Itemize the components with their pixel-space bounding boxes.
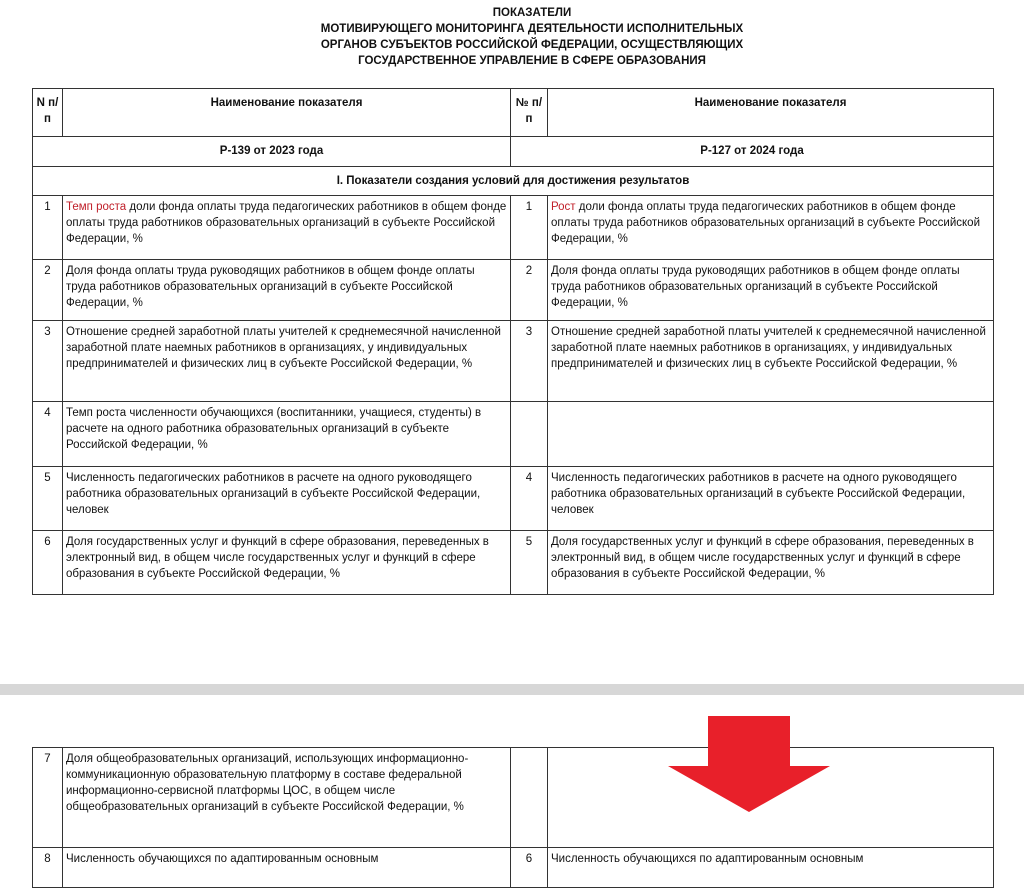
highlighted-text: Темп роста — [66, 201, 127, 213]
name-header-left: Наименование показателя — [63, 89, 511, 137]
row-number-left: 1 — [33, 196, 63, 260]
comparison-table — [32, 88, 994, 595]
table-body — [33, 748, 994, 888]
row-number-right: 4 — [511, 467, 548, 531]
comparison-table-continued — [32, 747, 994, 888]
table-row — [33, 260, 994, 321]
indicator-text: Численность педагогических работников в расчете на одного руководящего работника образовательных организаций в субъекте Российской Федерации, человек — [551, 472, 966, 516]
row-number-right — [511, 402, 548, 467]
title-line: МОТИВИРУЮЩЕГО МОНИТОРИНГА ДЕЯТЕЛЬНОСТИ ИСПОЛНИТЕЛЬНЫХ — [320, 23, 744, 35]
left-indicator — [63, 467, 511, 531]
row-number-right: 5 — [511, 531, 548, 595]
row-number-left: 5 — [33, 467, 63, 531]
table-row — [33, 531, 994, 595]
indicator-text: доли фонда оплаты труда педагогических работников в общем фонде оплаты труда работников образовательных организаций в субъекте Российской Федерации, % — [551, 201, 981, 245]
right-indicator — [548, 402, 994, 467]
indicator-text: Доля фонда оплаты труда руководящих работников в общем фонде оплаты труда работников образовательных организаций в субъекте Российской Федерации, % — [551, 265, 960, 309]
table-row — [33, 321, 994, 402]
left-indicator — [63, 531, 511, 595]
title-line: ОРГАНОВ СУБЪЕКТОВ РОССИЙСКОЙ ФЕДЕРАЦИИ, ОСУЩЕСТВЛЯЮЩИХ — [320, 39, 744, 51]
indicator-text: доли фонда оплаты труда педагогических работников в общем фонде оплаты труда работников образовательных организаций в субъекте Российской Федерации, % — [66, 201, 507, 245]
indicator-text: Доля государственных услуг и функций в сфере образования, переведенных в электронный вид, в общем числе государственных услуг и функций в сфере образования в субъекте Российской Федерации, % — [66, 536, 489, 580]
section-title: I. Показатели создания условий для достижения результатов — [33, 167, 994, 196]
row-number-right — [511, 748, 548, 848]
indicator-text: Доля общеобразовательных организаций, использующих информационно-коммуникационную образовательную платформу в составе федеральной информационно-сервисной платформы ЦОС, в общем числе общеобразовательных организаций в субъекте Российской Федерации, % — [66, 753, 469, 813]
left-indicator — [63, 321, 511, 402]
document-row — [33, 137, 994, 167]
left-indicator — [63, 260, 511, 321]
right-indicator — [548, 531, 994, 595]
row-number-left: 3 — [33, 321, 63, 402]
row-number-left: 8 — [33, 848, 63, 888]
left-indicator — [63, 196, 511, 260]
page-separator — [0, 684, 1024, 695]
indicator-text: Численность педагогических работников в расчете на одного руководящего работника образовательных организаций в субъекте Российской Федерации, человек — [66, 472, 481, 516]
doc-left: Р-139 от 2023 года — [33, 137, 511, 167]
table-row — [33, 402, 994, 467]
right-indicator — [548, 848, 994, 888]
num-header-right: № п/п — [511, 89, 548, 137]
row-number-right: 6 — [511, 848, 548, 888]
row-number-right: 2 — [511, 260, 548, 321]
indicator-text: Отношение средней заработной платы учителей к среднемесячной начисленной заработной плате наемных работников в организациях, у индивидуальных предпринимателей и физических лиц в субъекте Российской Федерации, % — [551, 326, 986, 370]
title-line: ГОСУДАРСТВЕННОЕ УПРАВЛЕНИЕ В СФЕРЕ ОБРАЗОВАНИЯ — [358, 55, 706, 67]
row-number-left: 7 — [33, 748, 63, 848]
document-title — [0, 5, 1024, 69]
table-row — [33, 467, 994, 531]
section-row — [33, 167, 994, 196]
right-indicator — [548, 467, 994, 531]
indicator-text: Отношение средней заработной платы учителей к среднемесячной начисленной заработной плате наемных работников в организациях, у индивидуальных предпринимателей и физических лиц в субъекте Российской Федерации, % — [66, 326, 501, 370]
row-number-right: 3 — [511, 321, 548, 402]
right-indicator — [548, 196, 994, 260]
left-indicator — [63, 848, 511, 888]
num-header-left: N п/п — [33, 89, 63, 137]
table-body — [33, 196, 994, 595]
highlighted-text: Рост — [551, 201, 576, 213]
indicator-text: Доля фонда оплаты труда руководящих работников в общем фонде оплаты труда работников образовательных организаций в субъекте Российской Федерации, % — [66, 265, 475, 309]
title-line: ПОКАЗАТЕЛИ — [492, 7, 572, 19]
header-row — [33, 89, 994, 137]
left-indicator — [63, 748, 511, 848]
right-indicator — [548, 260, 994, 321]
indicator-text: Темп роста численности обучающихся (воспитанники, учащиеся, студенты) в расчете на одного работника образовательных организаций в субъекте Российской Федерации, % — [66, 407, 482, 451]
row-number-left: 4 — [33, 402, 63, 467]
row-number-left: 6 — [33, 531, 63, 595]
row-number-right: 1 — [511, 196, 548, 260]
table-row — [33, 848, 994, 888]
indicator-text: Численность обучающихся по адаптированным основным — [551, 853, 864, 865]
left-indicator — [63, 402, 511, 467]
table-row — [33, 748, 994, 848]
right-indicator — [548, 321, 994, 402]
doc-right: Р-127 от 2024 года — [511, 137, 994, 167]
table-row — [33, 196, 994, 260]
arrow-down-icon — [668, 716, 830, 812]
indicator-text: Численность обучающихся по адаптированным основным — [66, 853, 379, 865]
indicator-text: Доля государственных услуг и функций в сфере образования, переведенных в электронный вид, в общем числе государственных услуг и функций в сфере образования в субъекте Российской Федерации, % — [551, 536, 974, 580]
name-header-right: Наименование показателя — [548, 89, 994, 137]
row-number-left: 2 — [33, 260, 63, 321]
